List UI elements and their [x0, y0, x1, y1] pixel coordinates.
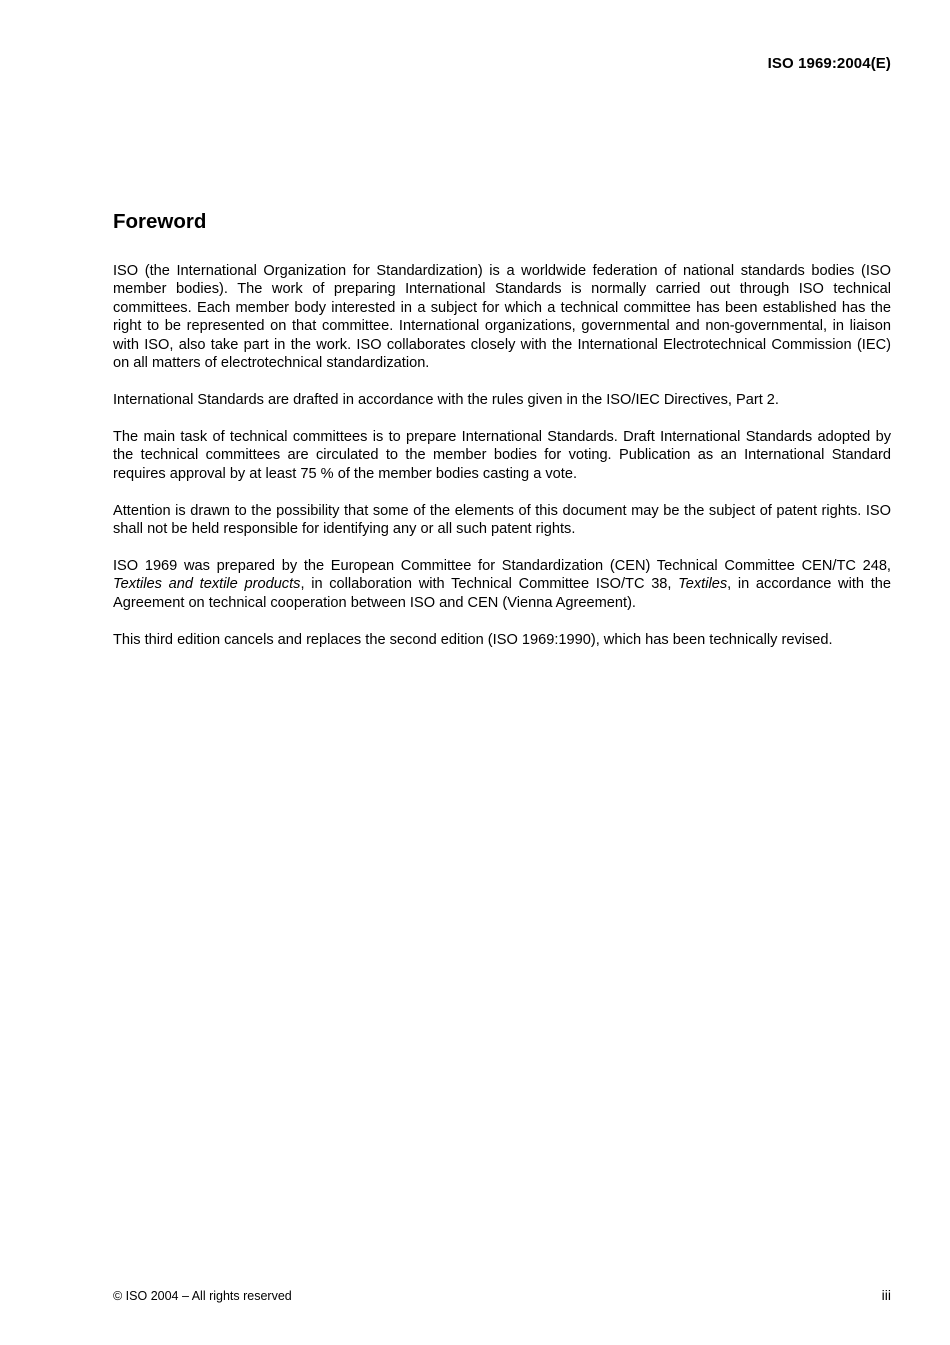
paragraph-preparation	[113, 557, 891, 612]
committee-title-textiles: Textiles	[678, 576, 728, 593]
preparation-text-2: , in collaboration with Technical Committee ISO/TC 38,	[300, 576, 679, 593]
paragraph-directives: International Standards are drafted in accordance with the rules given in the ISO/IEC Directives, Part 2.	[113, 391, 779, 408]
preparation-text-1: ISO 1969 was prepared by the European Committee for Standardization (CEN) Technical Committee CEN/TC 248,	[113, 557, 891, 574]
foreword-section	[113, 208, 891, 668]
copyright-notice: © ISO 2004 – All rights reserved	[113, 1289, 292, 1303]
committee-title-textiles-products: Textiles and textile products	[113, 576, 301, 593]
paragraph-edition: This third edition cancels and replaces the second edition (ISO 1969:1990), which has been technically revised.	[113, 631, 833, 648]
paragraph-committee-task: The main task of technical committees is to prepare International Standards. Draft International Standards adopted by the technical committees are circulated to the member bodies for voting. Publication as an International Standard requires approval by at least 75 % of the member bodies casting a vote.	[113, 428, 891, 482]
page-number: iii	[881, 1287, 891, 1303]
document-id: ISO 1969:2004(E)	[767, 55, 891, 72]
page-title: Foreword	[113, 210, 207, 233]
paragraph-patent-rights: Attention is drawn to the possibility that some of the elements of this document may be the subject of patent rights. ISO shall not be held responsible for identifying any or all such patent rights.	[113, 502, 891, 537]
paragraph-iso-intro: ISO (the International Organization for Standardization) is a worldwide federation of national standards bodies (ISO member bodies). The work of preparing International Standards is normally carried out through ISO technical committees. Each member body interested in a subject for which a technical committee has been established has the right to be represented on that committee. International organizations, governmental and non-governmental, in liaison with ISO, also take part in the work. ISO collaborates closely with the International Electrotechnical Commission (IEC) on all matters of electrotechnical standardization.	[113, 263, 891, 372]
preparation-text-3: , in accordance with the Agreement on technical cooperation between ISO and CEN (Vienna Agreement).	[113, 576, 891, 611]
